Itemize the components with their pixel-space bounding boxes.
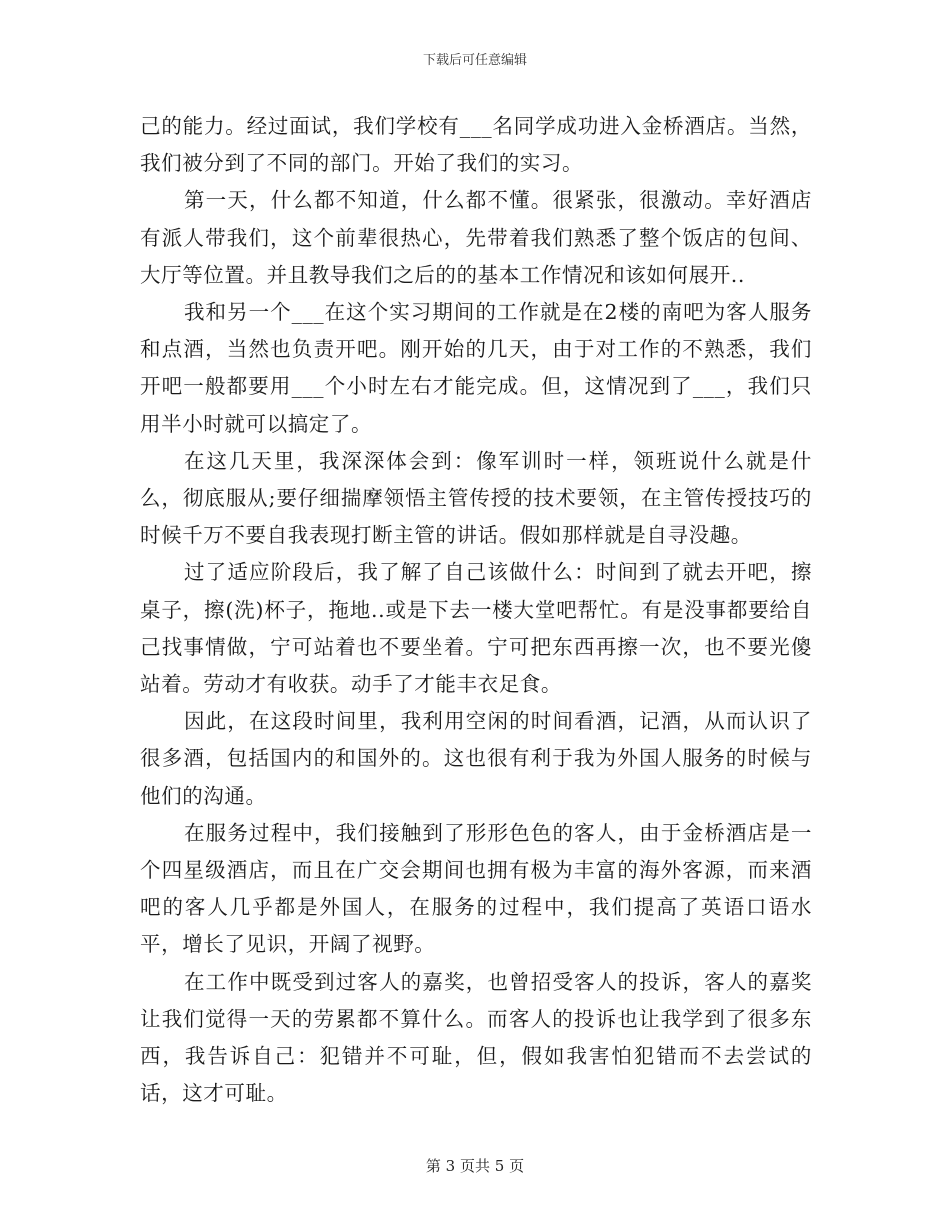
paragraph-adaptation: 过了适应阶段后，我了解了自己该做什么：时间到了就去开吧，擦桌子，擦(洗)杯子，拖地..或是下去一楼大堂吧帮忙。有是没事都要给自己找事情做，宁可站着也不要坐着。宁可把东西再擦一次，也不要光傻站着。劳动才有收获。动手了才能丰衣足食。 <box>140 560 812 697</box>
paragraph-first-day: 第一天，什么都不知道，什么都不懂。很紧张，很激动。幸好酒店有派人带我们，这个前辈很热心，先带着我们熟悉了整个饭店的包间、大厅等位置。并且教导我们之后的的基本工作情况和该如何展开.. <box>140 188 812 287</box>
document-body <box>140 108 812 1112</box>
page-footer: 第 3 页共 5 页 <box>425 1157 525 1175</box>
paragraph-wine-learning: 因此，在这段时间里，我利用空闲的时间看酒，记酒，从而认识了很多酒，包括国内的和国外的。这也很有利于我为外国人服务的时候与他们的沟通。 <box>140 709 812 808</box>
paragraph-continuation: 己的能力。经过面试，我们学校有___名同学成功进入金桥酒店。当然，我们被分到了不同的部门。开始了我们的实习。 <box>140 114 812 176</box>
paragraph-service: 在服务过程中，我们接触到了形形色色的客人，由于金桥酒店是一个四星级酒店，而且在广交会期间也拥有极为丰富的海外客源，而来酒吧的客人几乎都是外国人，在服务的过程中，我们提高了英语口语水平，增长了见识，开阔了视野。 <box>140 820 812 957</box>
paragraph-experience: 在这几天里，我深深体会到：像军训时一样，领班说什么就是什么，彻底服从;要仔细揣摩领悟主管传授的技术要领，在主管传授技巧的时候千万不要自我表现打断主管的讲话。假如那样就是自寻没趣。 <box>140 448 812 548</box>
paragraph-bar-duties: 我和另一个___在这个实习期间的工作就是在2楼的南吧为客人服务和点酒，当然也负责开吧。刚开始的几天，由于对工作的不熟悉，我们开吧一般都要用___个小时左右才能完成。但，这情况到了___，我们只用半小时就可以搞定了。 <box>140 300 812 436</box>
page-header: 下载后可任意编辑 <box>422 53 527 68</box>
paragraph-feedback: 在工作中既受到过客人的嘉奖，也曾招受客人的投诉，客人的嘉奖让我们觉得一天的劳累都不算什么。而客人的投诉也让我学到了很多东西，我告诉自己：犯错并不可耻，但，假如我害怕犯错而不去尝试的话，这才可耻。 <box>140 969 812 1106</box>
